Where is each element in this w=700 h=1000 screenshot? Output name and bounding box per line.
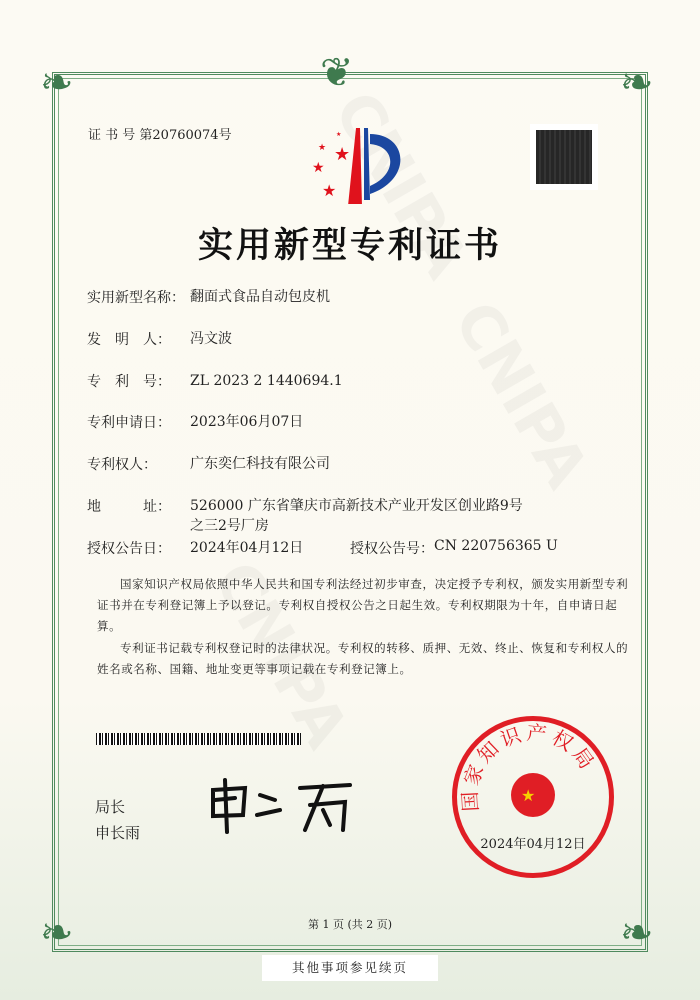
page-title: 实用新型专利证书 [197, 226, 502, 266]
paragraph-legal-status: 专利证书记载专利权登记时的法律状况。专利权的转移、质押、无效、终止、恢复和专利权人的姓名或名称、国籍、地址变更等事项记载在专利登记簿上。 [97, 641, 629, 676]
field-value: 526000 广东省肇庆市高新技术产业开发区创业路9号之三2号厂房 [190, 498, 523, 534]
field-label: 发 明 人： [87, 332, 171, 348]
svg-text:★: ★ [334, 144, 351, 165]
field-label: 专利申请日： [87, 415, 171, 431]
field-label: 地 址： [87, 499, 171, 515]
field-utility-name [87, 287, 530, 307]
field-value: 翻面式食品自动包皮机 [190, 289, 330, 305]
field-patentee [87, 454, 530, 474]
top-ornament-icon: ❦ [320, 50, 354, 96]
field-value: 2024年04月12日 [190, 540, 304, 556]
corner-ornament-icon: ❧ [40, 60, 74, 106]
field-application-date [87, 412, 530, 432]
cnipa-logo-icon [298, 124, 408, 204]
field-inventor [87, 329, 530, 349]
field-label: 实用新型名称： [87, 290, 185, 306]
field-value: 2023年06月07日 [190, 414, 304, 430]
corner-ornament-icon: ❧ [620, 60, 654, 106]
signature-image [205, 770, 365, 840]
corner-ornament-icon: ❧ [620, 910, 654, 956]
seal-date: 2024年04月12日 [480, 837, 586, 852]
bottom-note: 其他事项参见续页 [262, 955, 438, 981]
field-label: 专 利 号： [87, 374, 171, 390]
field-grant-date [87, 538, 558, 558]
official-seal [452, 716, 614, 878]
svg-text:★: ★ [521, 786, 536, 805]
field-value: ZL 2023 2 1440694.1 [190, 373, 343, 389]
field-label: 授权公告号： [350, 541, 434, 557]
svg-text:★: ★ [312, 160, 325, 176]
barcode [96, 733, 301, 745]
field-value: 广东奕仁科技有限公司 [190, 456, 330, 472]
announcement-number: CN 220756365 U [434, 538, 558, 554]
field-patent-number [87, 371, 530, 391]
svg-text:★: ★ [322, 181, 337, 200]
field-label: 专利权人： [87, 457, 157, 473]
qr-code [530, 124, 598, 190]
signatory-title: 局长 [95, 798, 126, 816]
svg-text:★: ★ [336, 131, 342, 138]
certificate-number: 证 书 号 第20760074号 [88, 128, 232, 143]
paragraph-grant: 国家知识产权局依照中华人民共和国专利法经过初步审查，决定授予专利权，颁发实用新型专利证书并在专利登记簿上予以登记。专利权自授权公告之日起生效。专利权期限为十年，自申请日起算。 [97, 577, 629, 633]
field-label: 授权公告日： [87, 541, 171, 557]
field-value: 冯文波 [190, 331, 232, 347]
seal-text: 国家知识产权局 [457, 721, 602, 813]
field-address [87, 496, 530, 536]
corner-ornament-icon: ❧ [40, 910, 74, 956]
page-indicator: 第 1 页 (共 2 页) [307, 918, 393, 931]
signatory-name: 申长雨 [95, 824, 141, 842]
svg-text:★: ★ [318, 143, 327, 153]
